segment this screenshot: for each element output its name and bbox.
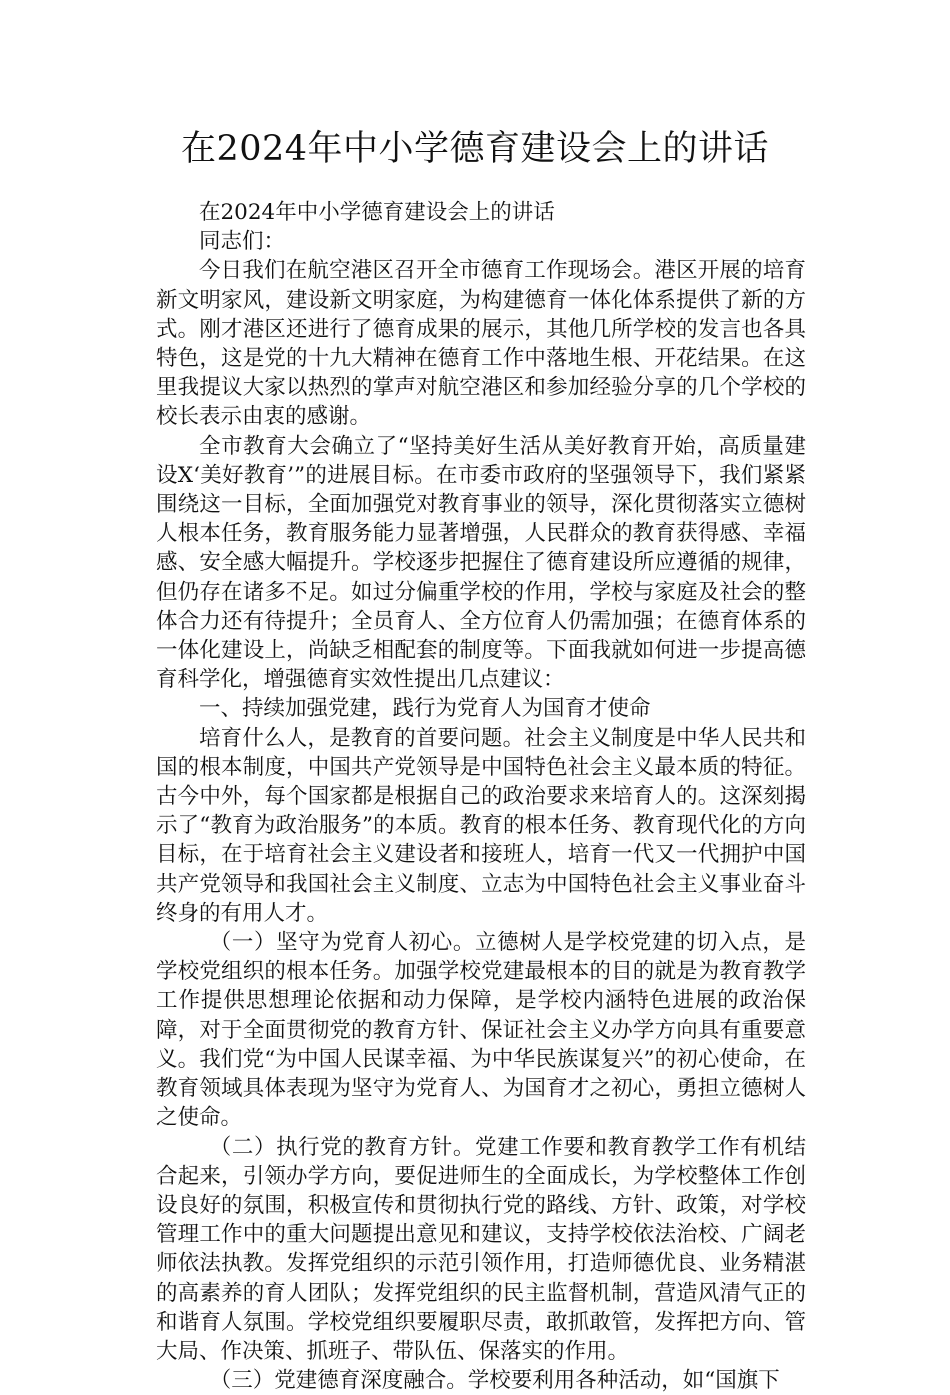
section-heading-1: 一、持续加强党建，践行为党育人为国育才使命 — [199, 696, 651, 722]
paragraph-section-1: 培育什么人，是教育的首要问题。社会主义制度是中华人民共和国的根本制度，中国共产党领导是中国特色社会主义最本质的特征。古今中外，每个国家都是根据自己的政治要求来培育人的。这深刻揭示了“教育为政治服务”的本质。教育的根本任务、教育现代化的方向目标，在于培育社会主义建设者和接班人，培育一代又一代拥护中国共产党领导和我国社会主义制度、立志为中国特色社会主义事业奋斗终身的有用人才。 — [156, 725, 806, 926]
salutation: 同志们： — [199, 229, 286, 255]
subsection-2: （二）执行党的教育方针。党建工作要和教育教学工作有机结合起来，引领办学方向，要促进师生的全面成长，为学校整体工作创设良好的氛围，积极宣传和贯彻执行党的路线、方针、政策，对学校管理工作中的重大问题提出意见和建议，支持学校依法治校、广阔老师依法执教。发挥党组织的示范引领作用，打造师德优良、业务精湛的高素养的育人团队；发挥党组织的民主监督机制，营造风清气正的和谐育人氛围。学校党组织要履职尽责，敢抓敢管，发挥把方向、管大局、作决策、抓班子、带队伍、保落实的作用。 — [156, 1134, 806, 1364]
document-body — [156, 198, 806, 1395]
document-subtitle: 在2024年中小学德育建设会上的讲话 — [199, 200, 555, 225]
paragraph-intro: 今日我们在航空港区召开全市德育工作现场会。港区开展的培育新文明家风，建设新文明家庭，为构建德育一体化体系提供了新的方式。刚才港区还进行了德育成果的展示，其他几所学校的发言也各具特色，这是党的十九大精神在德育工作中落地生根、开花结果。在这里我提议大家以热烈的掌声对航空港区和参加经验分享的几个学校的校长表示由衷的感谢。 — [156, 258, 806, 430]
subsection-1: （一）坚守为党育人初心。立德树人是学校党建的切入点，是学校党组织的根本任务。加强学校党建最根本的目的就是为教育教学工作提供思想理论依据和动力保障，是学校内涵特色进展的政治保障，对于全面贯彻党的教育方针、保证社会主义办学方向具有重要意义。我们党“为中国人民谋幸福、为中华民族谋复兴”的初心使命，在教育领域具体表现为坚守为党育人、为国育才之初心，勇担立德树人之使命。 — [156, 930, 806, 1131]
subsection-3: （三）党建德育深度融合。学校要利用各种活动，如“国旗下 — [209, 1368, 780, 1394]
document-title: 在2024年中小学德育建设会上的讲话 — [180, 129, 770, 169]
paragraph-background: 全市教育大会确立了“坚持美好生活从美好教育开始，高质量建设X‘美好教育’”的进展目标。在市委市政府的坚强领导下，我们紧紧围绕这一目标，全面加强党对教育事业的领导，深化贯彻落实立德树人根本任务，教育服务能力显著增强，人民群众的教育获得感、幸福感、安全感大幅提升。学校逐步把握住了德育建设所应遵循的规律，但仍存在诸多不足。如过分偏重学校的作用，学校与家庭及社会的整体合力还有待提升；全员育人、全方位育人仍需加强；在德育体系的一体化建设上，尚缺乏相配套的制度等。下面我就如何进一步提高德育科学化，增强德育实效性提出几点建议： — [156, 433, 806, 693]
